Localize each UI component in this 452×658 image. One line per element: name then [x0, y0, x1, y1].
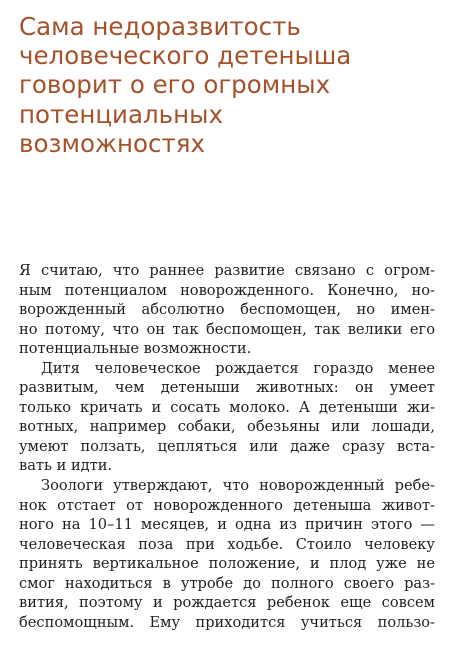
text-line: принять вертикальное положение, и плод уже не — [19, 555, 435, 573]
text-line: человеческая поза при ходьбе. Стоило человеку — [19, 535, 435, 553]
heading-line: возможностях — [19, 128, 205, 158]
paragraph-2 — [19, 359, 435, 476]
body-text — [19, 261, 435, 632]
heading-line: говорит о его огромных — [19, 70, 331, 100]
text-line: развитым, чем детеныши животных: он умеет — [19, 379, 435, 397]
heading-line: потенциальных — [19, 99, 223, 129]
text-line: ным потенциалом новорожденного. Конечно, но- — [19, 281, 435, 299]
heading-line: Сама недоразвитость — [19, 12, 301, 41]
text-line: нок отстает от новорожденного детеныша живот- — [19, 496, 435, 514]
text-line: потенциальные возможности. — [19, 340, 252, 358]
text-line: только кричать и сосать молоко. А детеныши жи- — [19, 398, 435, 416]
text-line: ного на 10–11 месяцев, и одна из причин этого — — [19, 516, 435, 534]
text-line: умеют ползать, цепляться или даже сразу вста- — [19, 437, 435, 455]
text-line: вотных, например собаки, обезьяны или лошади, — [19, 418, 435, 436]
text-line: но потому, что он так беспомощен, так велики его — [19, 320, 435, 338]
text-line: Я считаю, что раннее развитие связано с огром- — [19, 262, 435, 279]
text-line: смог находиться в утробе до полного своего раз- — [19, 574, 435, 592]
text-line: беспомощным. Ему приходится учиться пользо- — [19, 613, 435, 631]
text-line: вития, поэтому и рождается ребенок еще совсем — [19, 594, 435, 612]
text-line: Зоологи утверждают, что новорожденный ребе- — [41, 477, 435, 495]
text-line: Дитя человеческое рождается гораздо менее — [41, 359, 435, 377]
chapter-heading — [19, 12, 439, 158]
text-line: ворожденный абсолютно беспомощен, но имен- — [19, 301, 435, 319]
heading-line: человеческого детеныша — [19, 41, 352, 71]
text-line: вать и идти. — [19, 457, 113, 475]
paragraph-3 — [19, 476, 435, 632]
paragraph-1 — [19, 261, 435, 359]
